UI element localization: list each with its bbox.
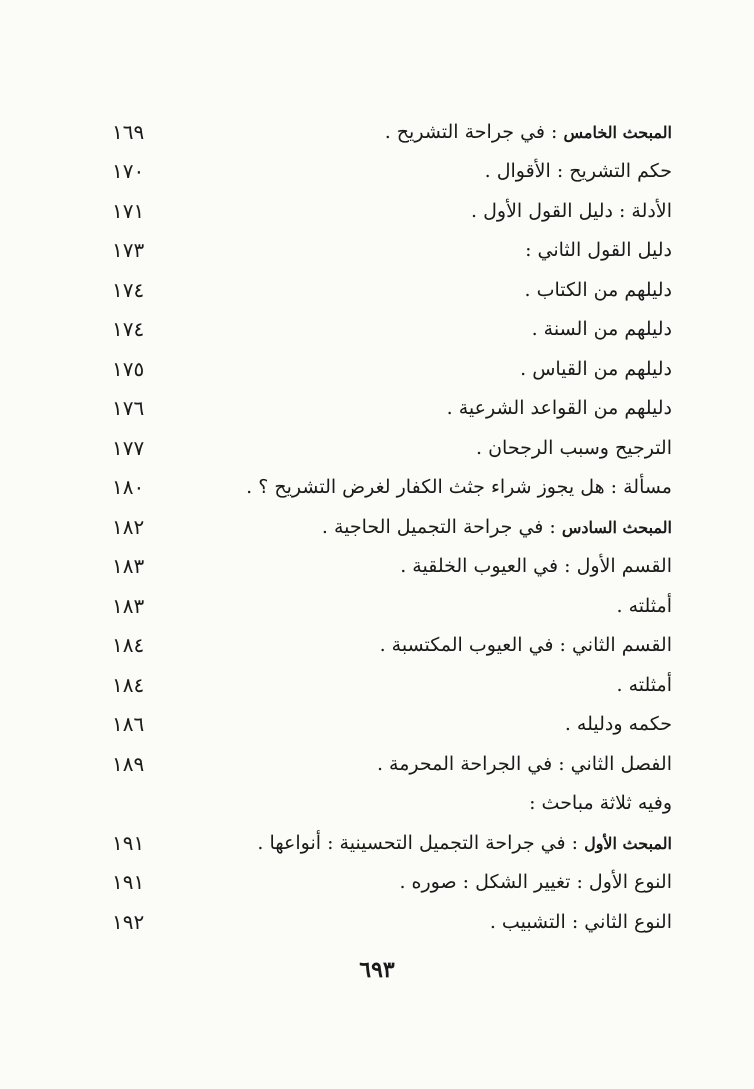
toc-entry-text: القسم الأول : في العيوب الخلقية .	[400, 555, 672, 578]
table-of-contents	[112, 112, 672, 942]
toc-row	[112, 349, 672, 389]
toc-entry-text: دليلهم من القواعد الشرعية .	[446, 397, 672, 420]
toc-entry-page: ١٦٩	[112, 119, 145, 144]
toc-entry-title	[380, 634, 672, 656]
toc-entry-page: ١٩٢	[112, 909, 145, 934]
toc-entry-title	[529, 792, 672, 814]
toc-row	[112, 152, 672, 192]
toc-entry-text: دليلهم من السنة .	[531, 318, 672, 341]
toc-entry-title	[490, 911, 672, 933]
toc-entry-title	[322, 516, 672, 538]
page-number: ٦٩٣	[359, 957, 395, 983]
toc-entry-text: دليلهم من القياس .	[520, 357, 672, 380]
toc-row	[112, 389, 672, 429]
toc-entry-page: ١٨٤	[112, 633, 145, 658]
toc-entry-title	[532, 318, 672, 340]
toc-entry-title	[617, 674, 672, 696]
toc-row	[112, 902, 672, 942]
toc-row	[112, 428, 672, 468]
toc-entry-text: الأدلة : دليل القول الأول .	[471, 199, 672, 222]
toc-row	[112, 823, 672, 863]
toc-entry-page: ١٧٧	[112, 435, 145, 460]
toc-entry-title	[257, 832, 672, 854]
toc-entry-title	[525, 239, 672, 261]
toc-entry-text: وفيه ثلاثة مباحث :	[529, 792, 672, 815]
toc-entry-title	[385, 121, 672, 143]
toc-entry-page: ١٨٣	[112, 554, 145, 579]
toc-entry-page: ١٨٠	[112, 475, 145, 500]
toc-entry-title	[617, 595, 672, 617]
toc-row	[112, 784, 672, 824]
toc-entry-text: مسألة : هل يجوز شراء جثث الكفار لغرض التشريح ؟ .	[246, 476, 672, 499]
toc-entry-text: : في جراحة التشريح .	[384, 120, 564, 143]
toc-entry-page: ١٧٤	[112, 317, 145, 342]
toc-row	[112, 863, 672, 903]
toc-entry-title	[377, 753, 672, 775]
toc-entry-page: ١٧٥	[112, 356, 145, 381]
toc-entry-heading: المبحث الخامس	[563, 122, 672, 142]
toc-row	[112, 665, 672, 705]
toc-entry-text: النوع الأول : تغيير الشكل : صوره .	[399, 871, 672, 894]
toc-entry-title	[471, 200, 672, 222]
toc-entry-title	[485, 160, 672, 182]
toc-entry-text: الترجيح وسبب الرجحان .	[476, 436, 672, 459]
toc-entry-page: ١٧١	[112, 198, 145, 223]
toc-row	[112, 270, 672, 310]
toc-entry-page: ١٨٩	[112, 751, 145, 776]
toc-row	[112, 744, 672, 784]
toc-entry-title	[447, 397, 672, 419]
toc-row	[112, 231, 672, 271]
toc-entry-page: ١٩١	[112, 870, 145, 895]
toc-row	[112, 468, 672, 508]
toc-entry-text: حكمه ودليله .	[564, 713, 672, 736]
toc-row	[112, 626, 672, 666]
toc-entry-title	[520, 358, 672, 380]
toc-entry-text: دليل القول الثاني :	[525, 239, 672, 262]
toc-entry-text: أمثلته .	[616, 673, 672, 696]
toc-entry-page: ١٧٣	[112, 238, 145, 263]
toc-entry-text: الفصل الثاني : في الجراحة المحرمة .	[376, 752, 672, 775]
toc-entry-page: ١٩١	[112, 830, 145, 855]
toc-entry-page: ١٧٦	[112, 396, 145, 421]
toc-entry-text: حكم التشريح : الأقوال .	[484, 160, 672, 183]
toc-entry-title	[476, 437, 672, 459]
toc-row	[112, 705, 672, 745]
toc-row	[112, 507, 672, 547]
toc-entry-page: ١٨٦	[112, 712, 145, 737]
toc-row	[112, 191, 672, 231]
toc-entry-text: دليلهم من الكتاب .	[524, 278, 672, 301]
toc-entry-page: ١٧٠	[112, 159, 145, 184]
toc-row	[112, 310, 672, 350]
toc-row	[112, 586, 672, 626]
toc-row	[112, 112, 672, 152]
toc-row	[112, 547, 672, 587]
toc-entry-title	[525, 279, 672, 301]
toc-entry-page: ١٧٤	[112, 277, 145, 302]
toc-entry-text: القسم الثاني : في العيوب المكتسبة .	[379, 634, 672, 657]
toc-entry-heading: المبحث السادس	[561, 517, 672, 537]
toc-entry-title	[565, 713, 672, 735]
toc-entry-title	[246, 476, 672, 498]
toc-entry-title	[400, 555, 672, 577]
toc-entry-page: ١٨٣	[112, 593, 145, 618]
toc-entry-page: ١٨٢	[112, 514, 145, 539]
toc-entry-title	[399, 871, 672, 893]
toc-entry-page: ١٨٤	[112, 672, 145, 697]
toc-entry-text: : في جراحة التجميل التحسينية : أنواعها .	[257, 831, 585, 854]
toc-entry-text: أمثلته .	[616, 594, 672, 617]
toc-entry-heading: المبحث الأول	[584, 833, 672, 853]
toc-entry-text: : في جراحة التجميل الحاجية .	[321, 515, 562, 538]
toc-entry-text: النوع الثاني : التشبيب .	[489, 910, 672, 933]
